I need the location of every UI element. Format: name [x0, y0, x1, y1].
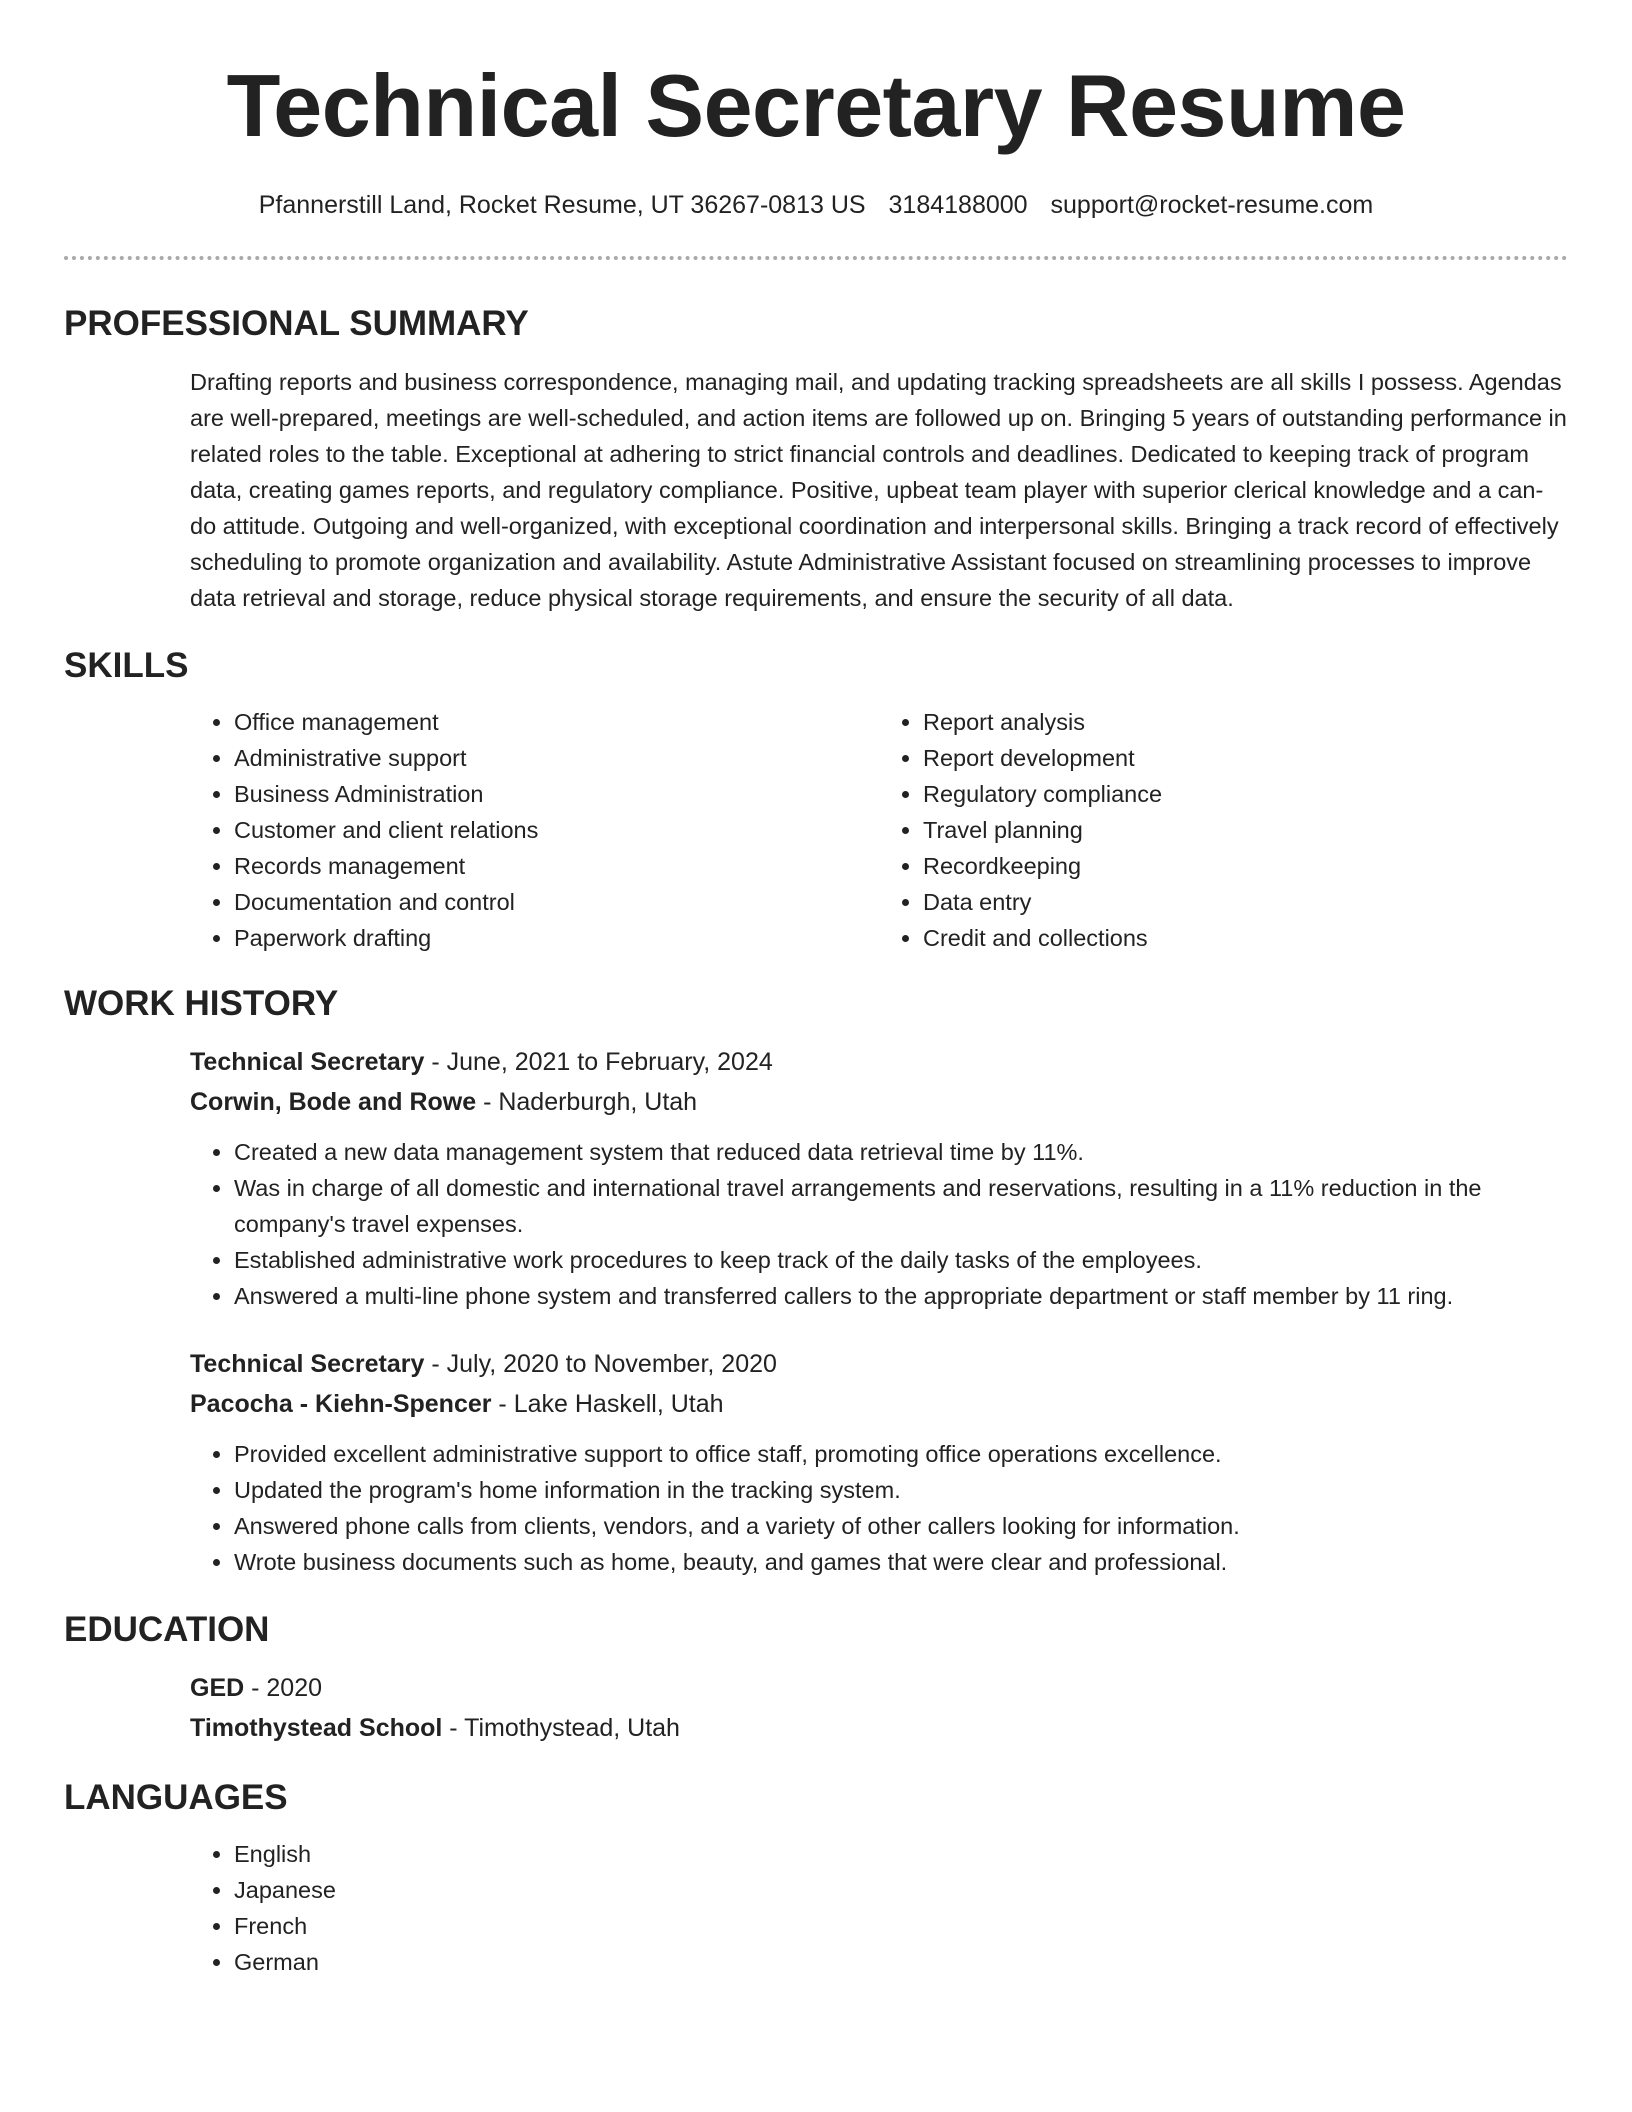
- job-title-line: [190, 1344, 1568, 1384]
- summary-section: [64, 302, 1568, 616]
- header-divider: [64, 256, 1568, 260]
- work-heading: WORK HISTORY: [64, 984, 339, 1023]
- skill-item: • Administrative support: [234, 740, 879, 776]
- skill-item: • Paperwork drafting: [234, 920, 879, 956]
- job-bullet: • Updated the program's home information in the tracking system.: [234, 1472, 1568, 1508]
- skill-item: • Documentation and control: [234, 884, 879, 920]
- education-degree-line: [190, 1668, 1568, 1708]
- skill-item: • Credit and collections: [923, 920, 1568, 956]
- job-bullet: • Answered a multi-line phone system and transferred callers to the appropriate department or staff member by 11 ring.: [234, 1278, 1568, 1314]
- resume-title: Technical Secretary Resume: [226, 56, 1406, 155]
- job-bullet: • Answered phone calls from clients, vendors, and a variety of other callers looking for information.: [234, 1508, 1568, 1544]
- education-school-line: [190, 1708, 1568, 1748]
- job-company-line: [190, 1082, 1568, 1122]
- languages-heading: LANGUAGES: [64, 1778, 288, 1817]
- education-school: Timothystead School: [190, 1714, 443, 1742]
- job-location: - Naderburgh, Utah: [476, 1088, 698, 1116]
- education-heading: EDUCATION: [64, 1610, 270, 1649]
- languages-section: [64, 1776, 1568, 1980]
- job-location: - Lake Haskell, Utah: [491, 1390, 724, 1418]
- job-company: Pacocha - Kiehn-Spencer: [190, 1390, 492, 1418]
- job-dates: - July, 2020 to November, 2020: [424, 1350, 777, 1378]
- education-section: [64, 1608, 1568, 1748]
- skill-item: • Report development: [923, 740, 1568, 776]
- skills-list-right: [879, 704, 1568, 956]
- job-entry: [190, 1344, 1568, 1580]
- job-role: Technical Secretary: [190, 1048, 425, 1076]
- skill-item: • Records management: [234, 848, 879, 884]
- language-item: • French: [234, 1908, 1568, 1944]
- job-bullets: [190, 1436, 1568, 1580]
- skill-item: • Office management: [234, 704, 879, 740]
- job-dates: - June, 2021 to February, 2024: [424, 1048, 773, 1076]
- skills-section: [64, 644, 1568, 956]
- skill-item: • Data entry: [923, 884, 1568, 920]
- work-section: [64, 982, 1568, 1580]
- job-bullet: • Provided excellent administrative support to office staff, promoting office operations excellence.: [234, 1436, 1568, 1472]
- job-entry: [190, 1042, 1568, 1314]
- skill-item: • Business Administration: [234, 776, 879, 812]
- contact-line: [64, 188, 1568, 222]
- job-bullet: • Created a new data management system that reduced data retrieval time by 11%.: [234, 1134, 1568, 1170]
- education-degree: GED: [190, 1674, 245, 1702]
- job-bullet: • Established administrative work procedures to keep track of the daily tasks of the employees.: [234, 1242, 1568, 1278]
- job-bullets: [190, 1134, 1568, 1314]
- skill-item: • Recordkeeping: [923, 848, 1568, 884]
- language-item: • English: [234, 1836, 1568, 1872]
- job-company: Corwin, Bode and Rowe: [190, 1088, 477, 1116]
- summary-heading: PROFESSIONAL SUMMARY: [64, 304, 529, 343]
- contact-address: Pfannerstill Land, Rocket Resume, UT 36267-0813 US: [258, 191, 866, 219]
- resume-header: [64, 0, 1568, 222]
- skills-heading: SKILLS: [64, 646, 189, 685]
- skill-item: • Report analysis: [923, 704, 1568, 740]
- job-title-line: [190, 1042, 1568, 1082]
- languages-list: [190, 1836, 1568, 1980]
- summary-text: Drafting reports and business correspondence, managing mail, and updating tracking spreadsheets are all skills I possess. Agendas are well-prepared, meetings are well-scheduled, and action items are followed up on. Bringing 5 years of outstanding performance in related roles to the table. Exceptional at adhering to strict financial controls and deadlines. Dedicated to keeping track of program data, creating games reports, and regulatory compliance. Positive, upbeat team player with superior clerical knowledge and a can-do attitude. Outgoing and well-organized, with exceptional coordination and interpersonal skills. Bringing a track record of effectively scheduling to promote organization and availability. Astute Administrative Assistant focused on streamlining processes to improve data retrieval and storage, reduce physical storage requirements, and ensure the security of all data.: [190, 369, 1567, 611]
- skill-item: • Travel planning: [923, 812, 1568, 848]
- skill-item: • Regulatory compliance: [923, 776, 1568, 812]
- skill-item: • Customer and client relations: [234, 812, 879, 848]
- job-company-line: [190, 1384, 1568, 1424]
- education-location: - Timothystead, Utah: [442, 1714, 680, 1742]
- contact-email: support@rocket-resume.com: [1050, 191, 1374, 219]
- education-year: - 2020: [244, 1674, 323, 1702]
- language-item: • German: [234, 1944, 1568, 1980]
- job-role: Technical Secretary: [190, 1350, 425, 1378]
- skills-list-left: [190, 704, 879, 956]
- contact-phone: 3184188000: [888, 191, 1028, 219]
- job-bullet: • Wrote business documents such as home, beauty, and games that were clear and professional.: [234, 1544, 1568, 1580]
- language-item: • Japanese: [234, 1872, 1568, 1908]
- job-bullet: • Was in charge of all domestic and international travel arrangements and reservations, resulting in a 11% reduction in the company's travel expenses.: [234, 1170, 1568, 1242]
